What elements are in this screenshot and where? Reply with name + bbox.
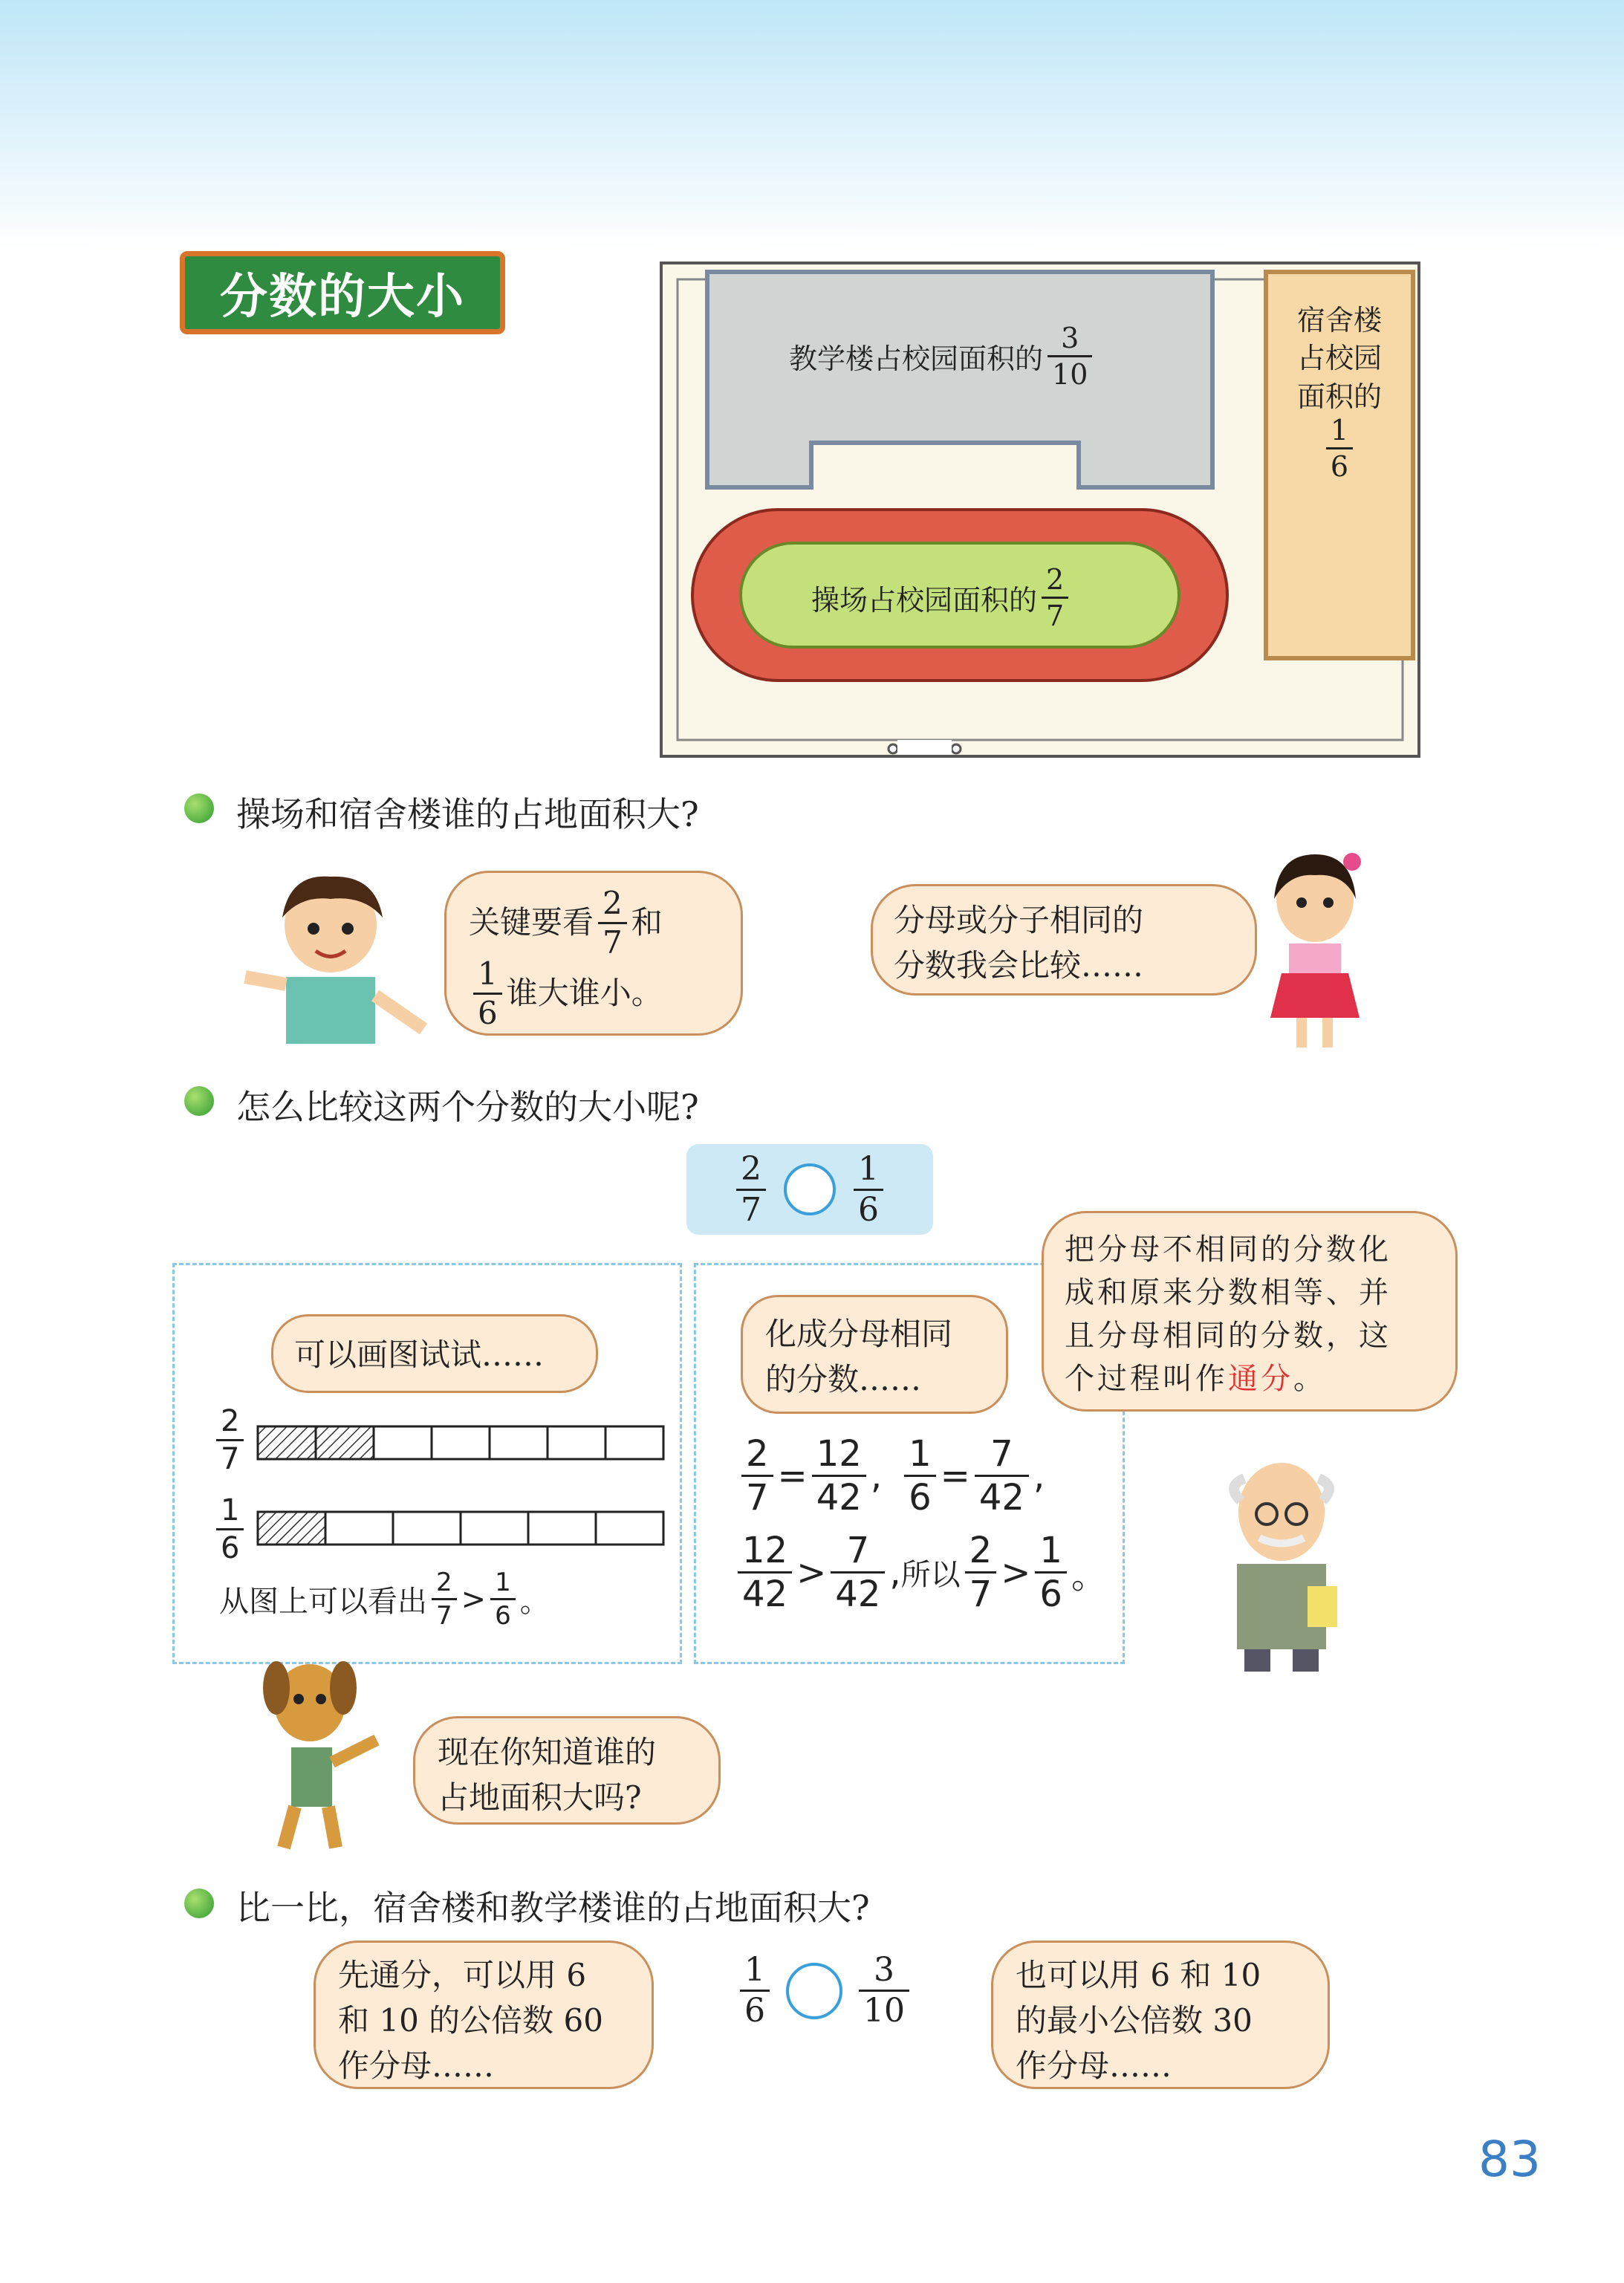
green-bullet-icon [184, 793, 214, 823]
compare2-left-fraction: $\frac{1}{6}$ [740, 1954, 770, 2027]
dog-figure [239, 1651, 388, 1859]
bar-2-7 [256, 1425, 672, 1462]
question-2: 怎么比较这两个分数的大小呢? [236, 1087, 699, 1127]
compare-box-1 [686, 1144, 933, 1235]
building-label [789, 324, 1097, 389]
teacher-speech-bubble: 把分母不相同的分数化 成和原来分数相等、并 且分母相同的分数，这 个过程叫作通分。 [1042, 1211, 1458, 1412]
dorm-label: 宿舍楼 占校园 面积的 $\frac{1}{6}$ [1296, 304, 1382, 483]
drawing-method-card [172, 1263, 682, 1664]
equation-line-2: $\frac{12}{42}$ > $\frac{7}{42}$ , 所以 $\frac{2}{7}$ > $\frac{1}{6}$ 。 [733, 1533, 1107, 1612]
building-label-text: 教学楼占校园面积的 [789, 342, 1044, 375]
compare-right-fraction: $\frac{1}{6}$ [854, 1153, 883, 1227]
bar-1-6 [256, 1510, 672, 1548]
top-band [0, 0, 1624, 253]
question-3: 比一比，宿舍楼和教学楼谁的占地面积大? [236, 1888, 870, 1928]
compare2-answer-circle[interactable] [786, 1963, 842, 2019]
lcm-30-bubble: 也可以用 6 和 10 的最小公倍数 30 作分母…… [991, 1941, 1330, 2089]
girl-speech-bubble: 分母或分子相同的 分数我会比较…… [871, 884, 1257, 996]
field-label: 操场占校园面积的 $\frac{2}{7}$ [811, 565, 1073, 630]
boy-speech-bubble: 关键要看 $\frac{2}{7}$ 和 $\frac{1}{6}$ 谁大谁小。 [444, 871, 743, 1036]
compare-box-2 [735, 1951, 914, 2030]
teacher-figure [1204, 1456, 1360, 1679]
girl-figure [1248, 840, 1382, 1055]
compare-answer-circle[interactable] [784, 1163, 836, 1215]
bar2-label: $\frac{1}{6}$ [212, 1496, 248, 1563]
boy-figure [230, 866, 431, 1048]
lcm-60-bubble: 先通分，可以用 6 和 10 的公倍数 60 作分母…… [314, 1941, 654, 2089]
bubble-fraction-2-7: $\frac{2}{7}$ [598, 888, 627, 958]
bar1-label: $\frac{2}{7}$ [212, 1406, 248, 1474]
common-denom-bubble: 化成分母相同 的分数…… [741, 1295, 1008, 1414]
compare2-right-fraction: $\frac{3}{10}$ [859, 1954, 909, 2027]
page-number: 83 [1478, 2131, 1541, 2188]
question-1: 操场和宿舍楼谁的占地面积大? [236, 794, 699, 834]
lesson-title: 分数的大小 [180, 251, 505, 334]
compare-left-fraction: $\frac{2}{7}$ [736, 1153, 766, 1227]
bubble-fraction-1-6: $\frac{1}{6}$ [473, 958, 502, 1029]
dog-speech-bubble: 现在你知道谁的 占地面积大吗? [413, 1716, 721, 1825]
drawing-bubble: 可以画图试试…… [271, 1314, 598, 1393]
green-bullet-icon [184, 1889, 214, 1918]
equation-line-1: $\frac{2}{7}$ = $\frac{12}{42}$ , $\frac{1}{6}$ = $\frac{7}{42}$ , [737, 1436, 1045, 1516]
dorm-fraction: $\frac{1}{6}$ [1326, 416, 1353, 481]
field-fraction: $\frac{2}{7}$ [1042, 565, 1068, 630]
drawing-conclusion: 从图上可以看出 $\frac{2}{7}$ > $\frac{1}{6}$ 。 [219, 1568, 550, 1631]
campus-map [660, 262, 1420, 758]
building-fraction: $\frac{3}{10}$ [1048, 324, 1092, 389]
term-tongfen: 通分 [1228, 1362, 1293, 1396]
green-bullet-icon [184, 1086, 214, 1116]
